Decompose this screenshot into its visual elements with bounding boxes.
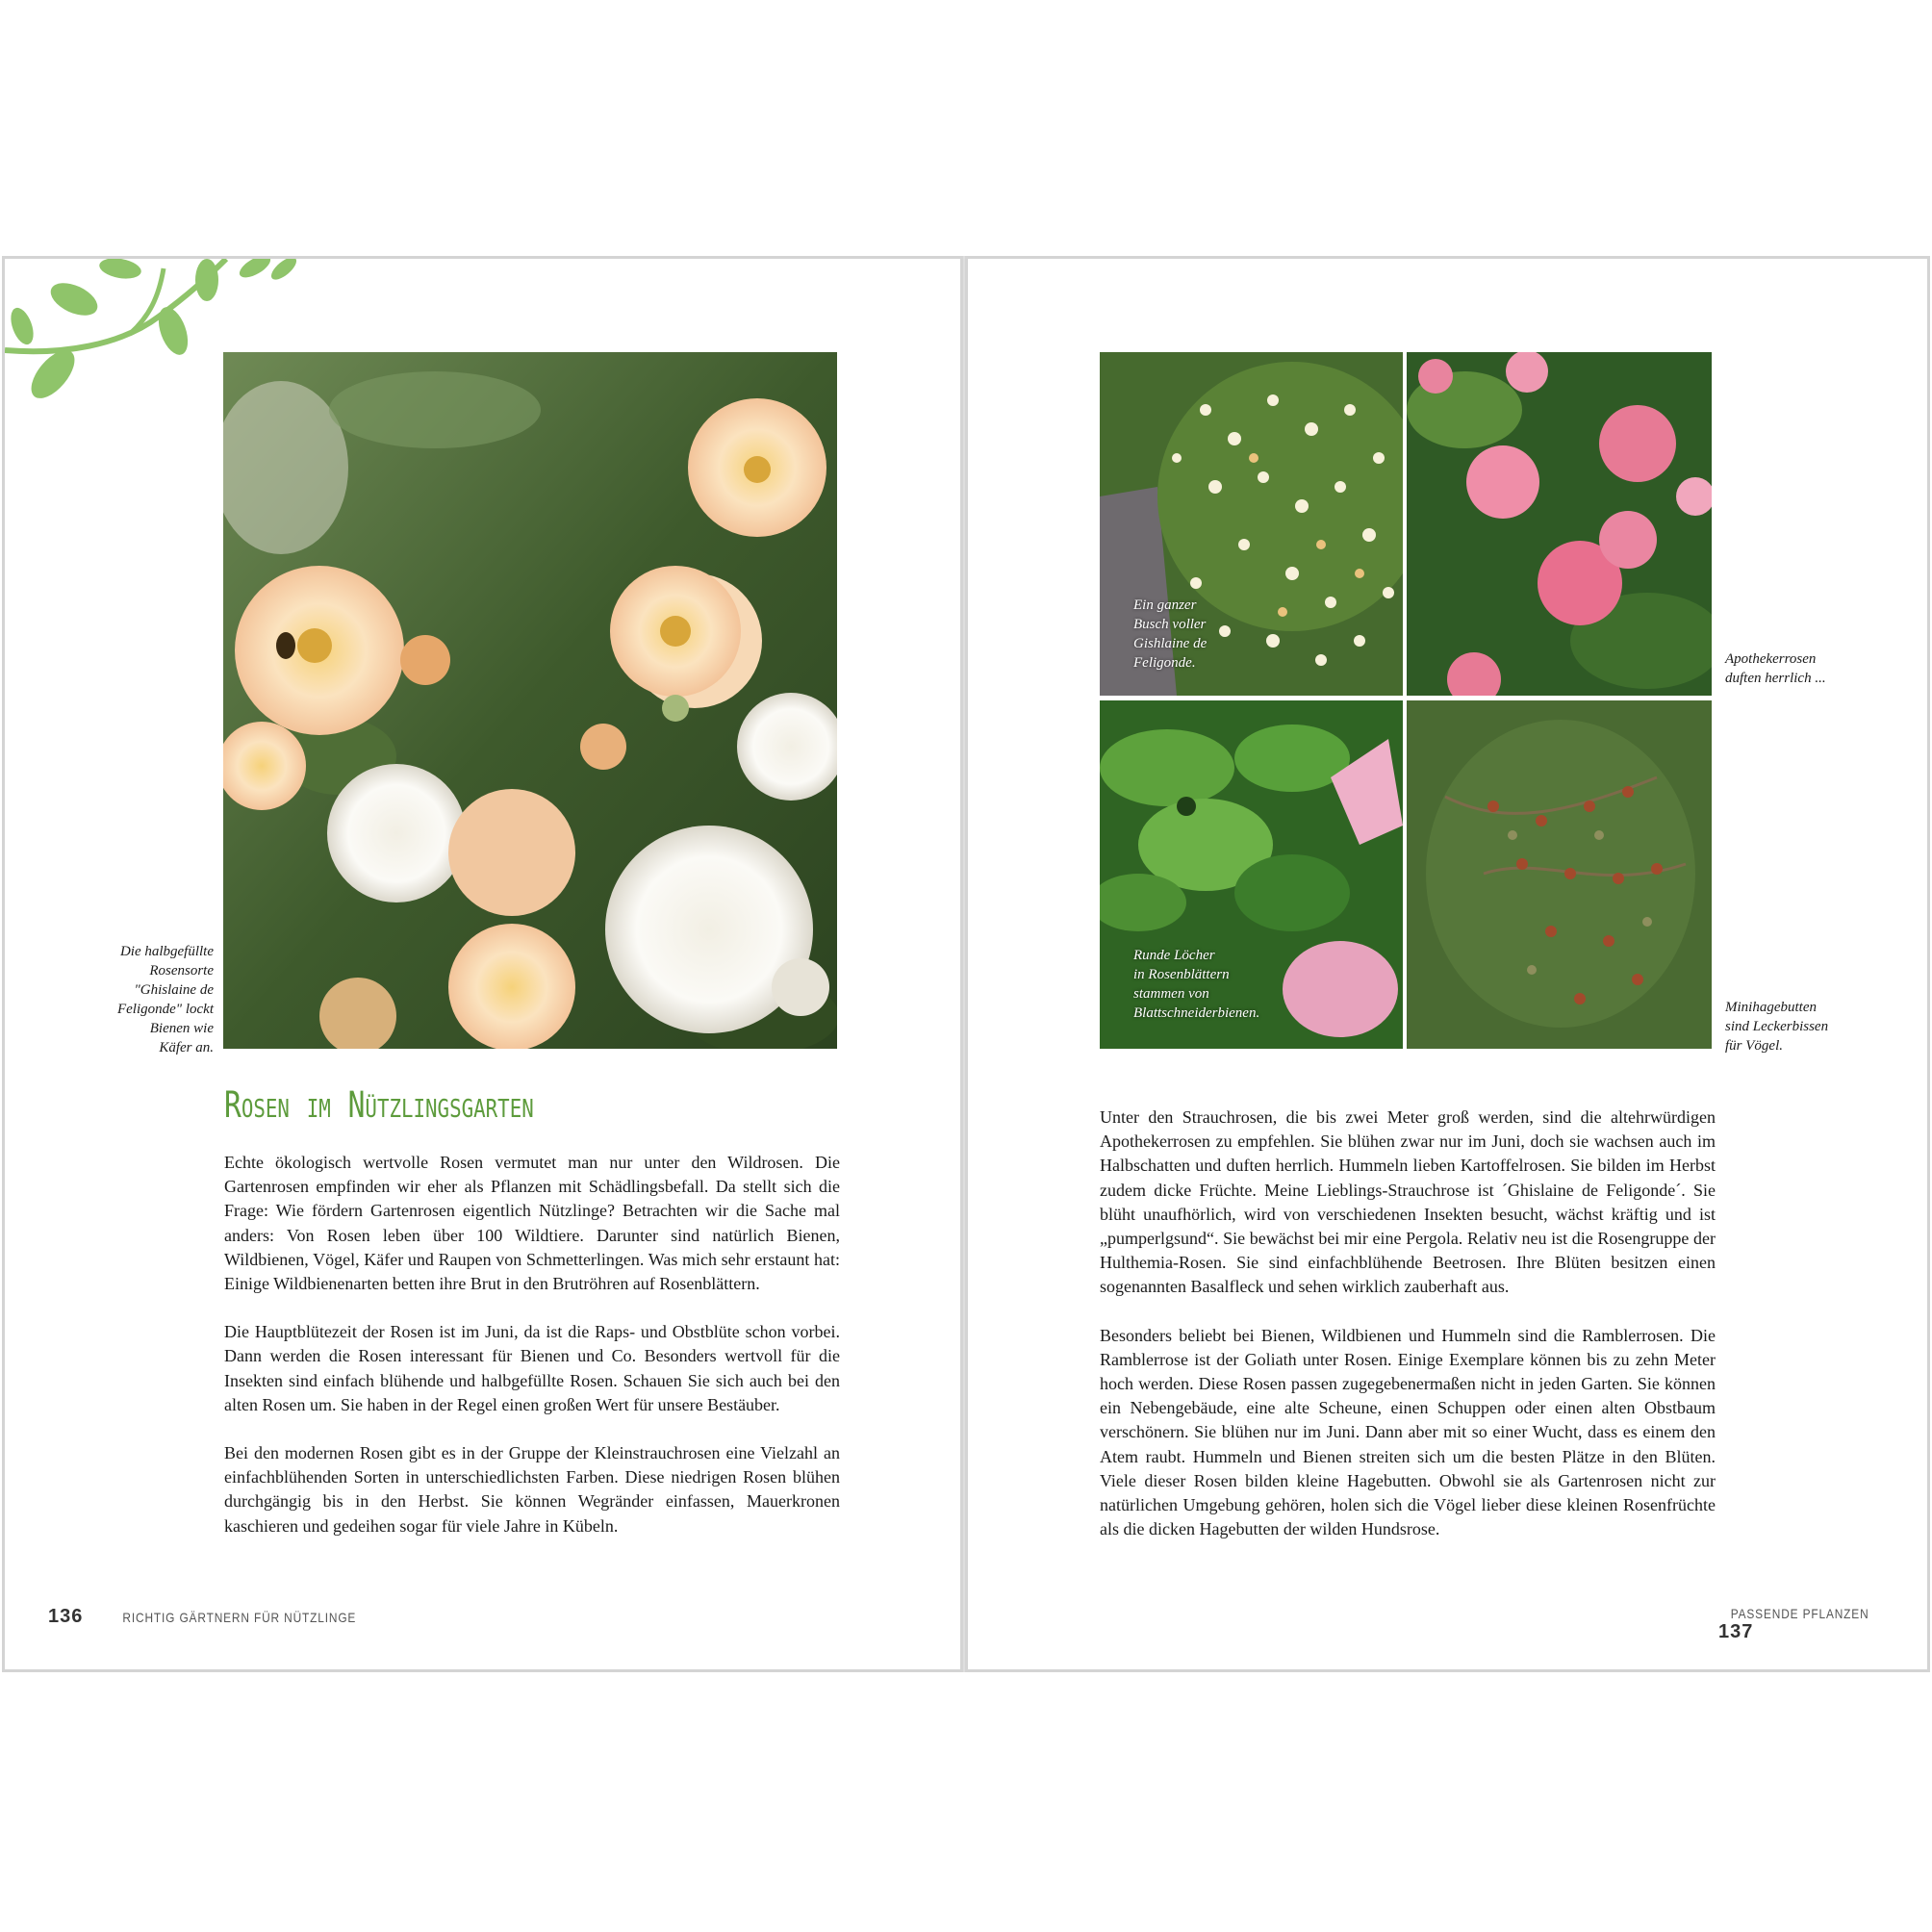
photo-apothecary-roses bbox=[1407, 352, 1712, 696]
page-number: 137 bbox=[1718, 1621, 1754, 1642]
photo-rose-hips bbox=[1407, 700, 1712, 1049]
page-number: 136 bbox=[48, 1606, 84, 1627]
caption-bush: Ein ganzer Busch voller Gishlaine de Feligonde. bbox=[1133, 597, 1208, 671]
caption-leaf-holes: Runde Löcher in Rosenblättern stammen von Blattschneiderbienen. bbox=[1133, 948, 1260, 1021]
paragraph: Besonders beliebt bei Bienen, Wildbienen und Hummeln sind die Ramblerrosen. Die Ramblerrose ist der Goliath unter Rosen. Einige Exemplare können bis zu zehn Meter hoch werden. Diese Rosen passen zugegebenermaßen nicht in jeden Garten. Sie können ein Nebengebäude, eine alte Scheune, einen Schuppen oder einen alten Obstbaum verschönern. Sie blühen nur im Juni. Dann aber mit so einer Wucht, dass es einem den Atem raubt. Hummeln und Bienen streiten sich um die besten Plätze in den Blüten. Viele dieser Rosen bilden kleine Hagebutten. Obwohl sie als Gartenrosen nicht zur natürlichen Umgebung gehören, holen sich die Vögel lieber diese kleinen Rosenfrüchte als die dicken Hagebutten der wilden Hundsrose. bbox=[1100, 1325, 1716, 1539]
paragraph: Die Hauptblütezeit der Rosen ist im Juni, da ist die Raps- und Obstblüte schon vorbei. Dann werden die Rosen interessant für Bienen und Co. Besonders wertvoll für die Insekten sind einfach blühende und halbgefüllte Rosen. Schauen Sie sich auch bei den alten Rosen um. Sie haben in der Regel einen großen Wert für unsere Bestäuber. bbox=[224, 1322, 840, 1414]
right-folio bbox=[1718, 1606, 1927, 1643]
right-page bbox=[965, 256, 1930, 1672]
paragraph: Echte ökologisch wertvolle Rosen vermutet man nur unter den Wildrosen. Die Gartenrosen empfinden wir eher als Pflanzen mit Schädlingsbefall. Da stellt sich die Frage: Wie fördern Gartenrosen eigentlich Nützlinge? Betrachten wir die Sache mal anders: Von Rosen leben über 100 Wildtiere. Darunter sind natürlich Bienen, Wildbienen, Vögel, Käfer und Raupen von Schmetterlingen. Was mich sehr erstaunt hat: Einige Wildbienenarten betten ihre Brut in den Brutröhren auf Rosenblättern. bbox=[224, 1153, 840, 1294]
rose-photo-ghislaine bbox=[223, 352, 837, 1049]
caption-apothecary: Apothekerrosen duften herrlich ... bbox=[1725, 651, 1826, 686]
running-head: RICHTIG GÄRTNERN FÜR NÜTZLINGE bbox=[122, 1610, 357, 1625]
section-heading: Rosen im Nützlingsgarten bbox=[224, 1084, 534, 1126]
running-head: PASSENDE PFLANZEN bbox=[1730, 1606, 1869, 1621]
rose-photo-caption: Die halbgefüllte Rosensorte "Ghislaine de Feligonde" lockt Bienen wie Käfer an. bbox=[116, 944, 214, 1055]
left-body-text bbox=[224, 1151, 840, 1563]
left-folio bbox=[48, 1606, 377, 1628]
paragraph: Unter den Strauchrosen, die bis zwei Meter groß werden, sind die altehrwürdigen Apothekerrosen zu empfehlen. Sie blühen zwar nur im Juni, doch sie wachsen auch im Halbschatten und duften herrlich. Hummeln lieben Kartoffelrosen. Sie bilden im Herbst zudem dicke Früchte. Meine Lieblings-Strauchrose ist ´Ghislaine de Feligonde´. Sie blüht unaufhörlich, wird von verschiedenen Insekten besucht, wächst kräftig und ist „pumperlgsund“. Sie bewächst bei mir eine Pergola. Relativ neu ist die Rosengruppe der Hulthemia-Rosen. Sie sind einfachblühende Beetrosen. Ihre Blüten besitzen einen sogenannten Basalfleck und sehen wirklich zauberhaft aus. bbox=[1100, 1107, 1716, 1297]
right-body-text bbox=[1100, 1106, 1716, 1565]
paragraph: Bei den modernen Rosen gibt es in der Gruppe der Kleinstrauchrosen eine Vielzahl an einfachblühenden Sorten in unterschiedlichsten Farben. Diese niedrigen Rosen blühen durchgängig bis in den Herbst. Sie können Wegränder einfassen, Mauerkronen kaschieren und gedeihen sogar für viele Jahre in Kübeln. bbox=[224, 1443, 840, 1536]
left-page bbox=[2, 256, 963, 1672]
caption-rose-hips: Minihagebutten sind Leckerbissen für Vögel. bbox=[1725, 1000, 1829, 1054]
